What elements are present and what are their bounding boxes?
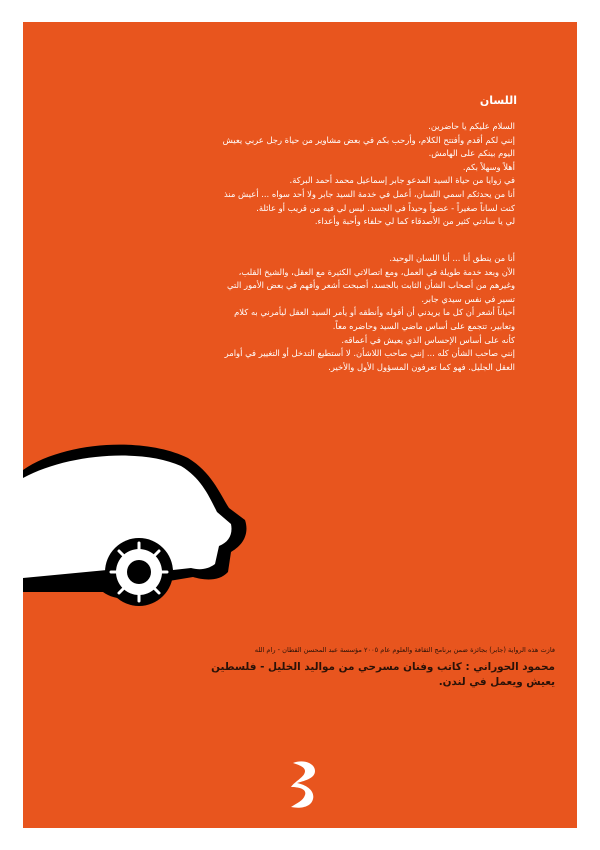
text-line: أهلاً وسهلاً بكم. — [462, 161, 515, 172]
text-line: وغيرهم من أصحاب الشأن الثابت بالجسد، أصبحت أشعر وأفهم في بعض الأمور التي — [227, 280, 515, 291]
text-line: إنني لكم أقدم وأفتتح الكلام، وأرحب بكم في بعض مشاوير من حياة رجل عربي يعيش — [222, 134, 515, 145]
text-line: وتعابير، تتجمع على أساس ماضي السيد وحاضره معاً. — [332, 320, 515, 331]
text-line: كنت لساناً صغيراً - عضواً وحيداً في الجسد. ليس لي فيه من قريب أو عائلة. — [256, 202, 515, 213]
text-line: إنني صاحب الشأن كله ... إنني صاحب اللاشأن. لا أستطيع التدخل أو التغيير في أوامر — [224, 348, 515, 359]
bio-line: محمود الحوراني : كاتب وفنان مسرحي من مواليد الخليل - فلسطين — [211, 661, 555, 673]
book-back-cover — [23, 22, 577, 828]
text-line: أنا من يحدثكم اسمي اللسان، أعمل في خدمة السيد جابر ولا أحد سواه ... أعيش منذ — [223, 188, 515, 199]
text-line: أنا من ينطق أنا ... أنا اللسان الوحيد. — [389, 253, 515, 263]
excerpt-paragraph-1 — [135, 120, 515, 229]
chapter-title: اللسان — [479, 94, 517, 107]
text-line: كأنه على أساس الإحساس الذي يعيش في أعماقه. — [341, 334, 515, 345]
text-line: الآن وبعد خدمة طويلة في العمل، ومع اتصالاتي الكثيرة مع العقل، والشيخ القلب، — [238, 266, 515, 277]
text-line: لي يا سادتي كثير من الأصدقاء كما لي حلفاء وأحبة وأعداء. — [314, 216, 515, 227]
excerpt-paragraph-2 — [135, 252, 515, 374]
text-line: اليوم بينكم على الهامش. — [428, 148, 515, 159]
author-bio — [35, 660, 555, 690]
text-line: تسير في نفس سيدي جابر. — [421, 293, 515, 304]
text-line: أحياناً أشعر أن كل ما يريدني أن أقوله وأنطقه أو يأمر السيد العقل ليأمرني به كلام — [234, 307, 515, 318]
text-line: العقل الجليل. فهو كما تعرفون المسؤول الأول والأخير. — [328, 361, 515, 372]
award-note: فازت هذه الرواية (جابر) بجائزة ضمن برنامج الثقافة والعلوم عام ٢٠٠٥ مؤسسة عبد المحسن القطان - رام الله — [254, 646, 555, 654]
publisher-logo-icon — [285, 757, 321, 813]
text-line: في زوايا من حياة السيد المدعو جابر إسماعيل محمد أحمد البركة. — [289, 175, 515, 186]
car-illustration-icon — [23, 432, 253, 612]
text-line: السلام عليكم يا حاضرين. — [428, 121, 515, 131]
bio-line: يعيش ويعمل في لندن. — [438, 676, 555, 688]
